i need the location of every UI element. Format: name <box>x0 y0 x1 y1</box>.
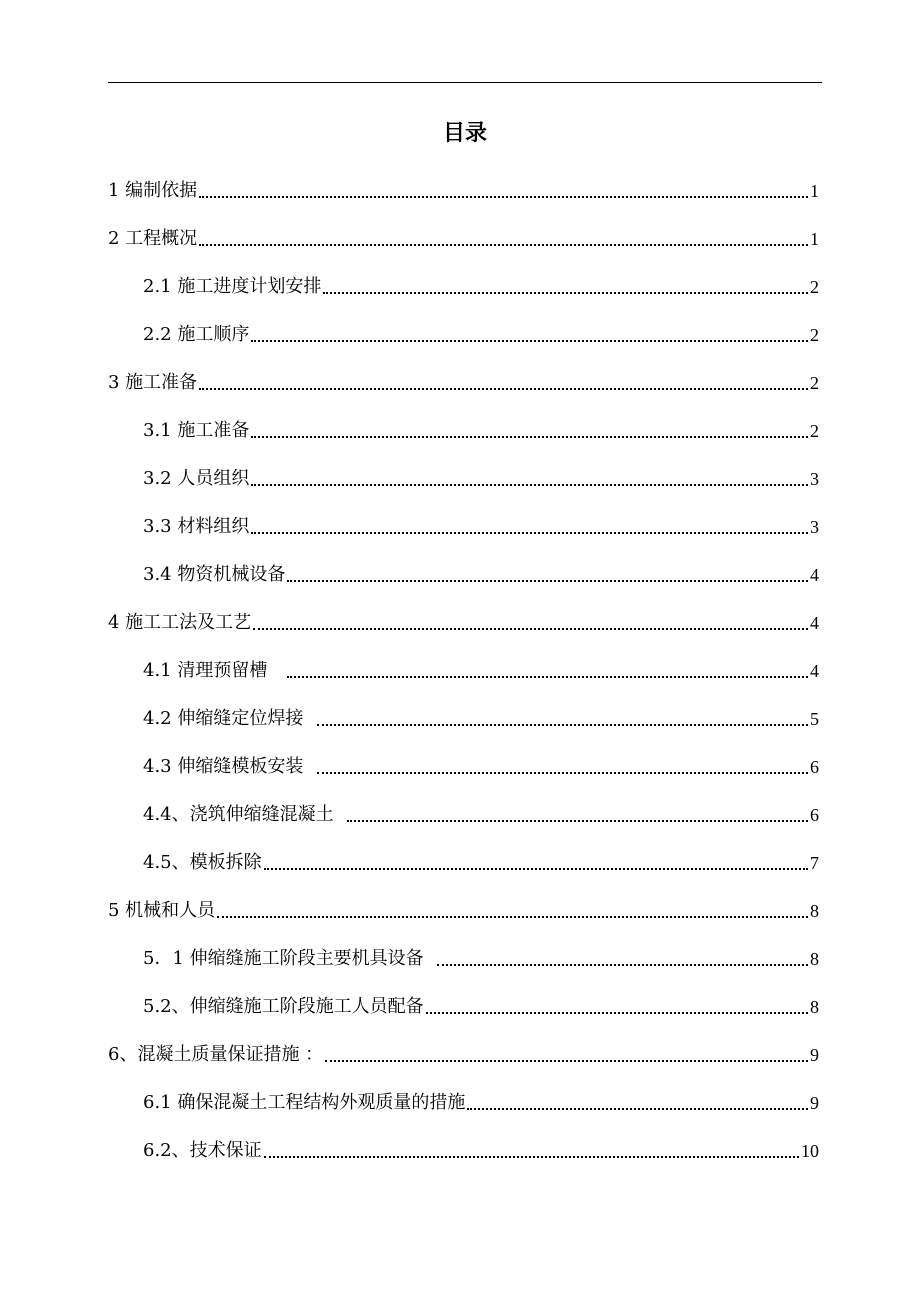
toc-page-number: 3 <box>810 517 819 537</box>
toc-page-number: 1 <box>810 229 819 249</box>
toc-entry[interactable] <box>0 638 920 686</box>
toc-entry-text: 4 施工工法及工艺 <box>108 612 252 633</box>
toc-entry[interactable] <box>0 254 920 302</box>
toc-entry[interactable] <box>0 206 920 254</box>
toc-page-number: 4 <box>810 565 819 585</box>
toc-entry-text: 5.2、伸缩缝施工阶段施工人员配备 <box>143 996 424 1017</box>
toc-list <box>0 158 920 1166</box>
toc-page-number: 6 <box>810 757 819 777</box>
toc-entry[interactable] <box>0 878 920 926</box>
toc-entry[interactable] <box>0 398 920 446</box>
dot-leader <box>317 772 808 774</box>
toc-page-number: 6 <box>810 805 819 825</box>
toc-entry-text: 2 工程概况 <box>108 228 198 249</box>
toc-title: 目录 <box>442 121 487 146</box>
toc-page-number: 5 <box>810 709 819 729</box>
toc-page-number: 8 <box>810 949 819 969</box>
toc-entry-text: 3 施工准备 <box>108 372 198 393</box>
toc-entry-text: 3.4 物资机械设备 <box>143 564 286 585</box>
toc-entry[interactable] <box>0 1118 920 1166</box>
toc-entry[interactable] <box>0 494 920 542</box>
toc-entry[interactable] <box>0 830 920 878</box>
dot-leader <box>437 964 808 966</box>
toc-entry-text: 4.2 伸缩缝定位焊接 <box>143 708 315 729</box>
dot-leader <box>287 580 808 582</box>
toc-entry-text: 4.4、浇筑伸缩缝混凝土 <box>143 804 346 825</box>
toc-page-number: 7 <box>810 853 819 873</box>
toc-entry-text: 4.5、模板拆除 <box>143 852 262 873</box>
toc-entry-text: 2.2 施工顺序 <box>143 324 250 345</box>
toc-entry[interactable] <box>0 590 920 638</box>
toc-page-number: 4 <box>810 661 819 681</box>
dot-leader <box>325 1060 808 1062</box>
dot-leader <box>199 244 808 246</box>
toc-entry[interactable] <box>0 302 920 350</box>
dot-leader <box>253 628 808 630</box>
toc-entry-text: 3.3 材料组织 <box>143 516 250 537</box>
dot-leader <box>317 724 808 726</box>
toc-entry[interactable] <box>0 782 920 830</box>
toc-entry-text: 5 机械和人员 <box>108 900 216 921</box>
toc-entry[interactable] <box>0 446 920 494</box>
toc-page-number: 2 <box>810 325 819 345</box>
dot-leader <box>251 436 808 438</box>
toc-entry[interactable] <box>0 158 920 206</box>
dot-leader <box>323 292 808 294</box>
toc-entry-text: 6.1 确保混凝土工程结构外观质量的措施 <box>143 1092 466 1113</box>
toc-entry-text: 3.1 施工准备 <box>143 420 250 441</box>
toc-page-number: 2 <box>810 277 819 297</box>
dot-leader <box>467 1108 808 1110</box>
dot-leader <box>199 388 808 390</box>
dot-leader <box>217 916 808 918</box>
dot-leader <box>199 196 808 198</box>
dot-leader <box>264 1156 799 1158</box>
dot-leader <box>251 340 808 342</box>
dot-leader <box>251 532 808 534</box>
toc-page-number: 9 <box>810 1093 819 1113</box>
toc-page-number: 10 <box>801 1141 819 1161</box>
toc-page-number: 4 <box>810 613 819 633</box>
dot-leader <box>426 1012 808 1014</box>
toc-entry-text: 1 编制依据 <box>108 180 198 201</box>
toc-entry-text: 4.3 伸缩缝模板安装 <box>143 756 315 777</box>
toc-entry-text: 3.2 人员组织 <box>143 468 250 489</box>
dot-leader <box>264 868 808 870</box>
toc-entry[interactable] <box>0 542 920 590</box>
dot-leader <box>347 820 808 822</box>
toc-entry[interactable] <box>0 1070 920 1118</box>
toc-page-number: 3 <box>810 469 819 489</box>
toc-entry[interactable] <box>0 926 920 974</box>
toc-entry-text: 2.1 施工进度计划安排 <box>143 276 322 297</box>
toc-page-number: 8 <box>810 997 819 1017</box>
toc-page-number: 2 <box>810 373 819 393</box>
toc-page-number: 8 <box>810 901 819 921</box>
dot-leader <box>287 676 808 678</box>
toc-page-number: 9 <box>810 1045 819 1065</box>
toc-entry[interactable] <box>0 974 920 1022</box>
toc-entry[interactable] <box>0 350 920 398</box>
toc-page-number: 1 <box>810 181 819 201</box>
dot-leader <box>251 484 808 486</box>
toc-entry-text: 5．1 伸缩缝施工阶段主要机具设备 <box>143 948 436 969</box>
toc-entry[interactable] <box>0 734 920 782</box>
toc-page-number: 2 <box>810 421 819 441</box>
toc-entry-text: 4.1 清理预留槽 <box>143 660 285 681</box>
toc-entry[interactable] <box>0 686 920 734</box>
toc-entry-text: 6、混凝土质量保证措施 ： <box>108 1044 324 1065</box>
toc-entry[interactable] <box>0 1022 920 1070</box>
header-rule <box>108 82 822 83</box>
toc-entry-text: 6.2、技术保证 <box>143 1140 262 1161</box>
